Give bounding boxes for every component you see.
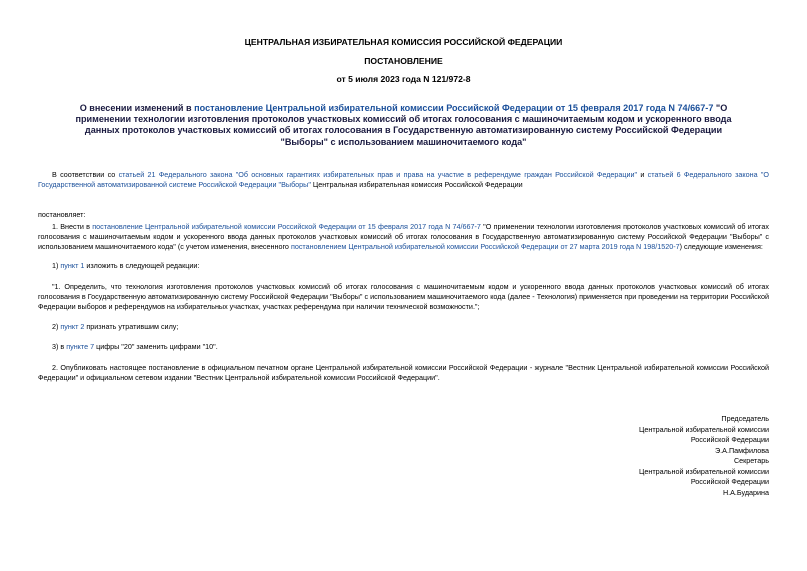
chair-name: Э.А.Памфилова [715, 445, 769, 455]
secretary-org-line-1: Центральной избирательной комиссии [639, 466, 769, 476]
subitem-3 [38, 342, 769, 352]
chair-org-line-1: Центральной избирательной комиссии [639, 424, 769, 434]
item-1-text-2: "О применении технологии изготовления протоколов участковых комиссий об итогах голосования с машиночитаемым кодом и ускоренного ввода данных протоколов участковых комиссий об итогах голосования в Государственную автоматизированную систему Российской Федерации "Выборы" с использованием машиночитаемого кода" (с учетом изменения, внесенного [38, 222, 769, 252]
title-link[interactable]: постановление Центральной избирательной комиссии Российской Федерации от 15 февраля 2017 года N 74/667-7 [194, 103, 714, 113]
item-1-link-resolution[interactable]: постановление Центральной избирательной комиссии Российской Федерации от 15 февраля 2017 года N 74/667-7 [92, 222, 481, 231]
chair-title: Председатель [721, 414, 769, 423]
preamble-link-article-6[interactable]: статьей 6 Федерального закона "О Государственной автоматизированной системе Российской Федерации "Выборы" [38, 170, 769, 190]
item-1 [38, 222, 769, 253]
subitem-3-link[interactable]: пункте 7 [66, 342, 95, 351]
secretary-title: Секретарь [733, 456, 769, 465]
subitem-1 [38, 261, 769, 271]
document-date-number: от 5 июля 2023 года N 121/972-8 [336, 74, 471, 84]
preamble-text-2: и [637, 170, 648, 179]
item-2: 2. Опубликовать настоящее постановление в официальном печатном органе Центральной избирательной комиссии Российской Федерации - журнале "Вестник Центральной избирательной комиссии Российской Федерации" и официальном сетевом издании "Вестник Центральной избирательной комиссии Российской Федерации". [38, 363, 769, 383]
subitem-1-text-1: 1) [52, 261, 61, 270]
preamble-text-3: Центральная избирательная комиссия Российской Федерации [310, 180, 523, 190]
preamble-link-article-21[interactable]: статьей 21 Федерального закона "Об основных гарантиях избирательных прав и права на участие в референдуме граждан Российской Федерации" [118, 170, 638, 179]
preamble-text-1: В соответствии со [52, 170, 119, 179]
secretary-org-line-2: Российской Федерации [690, 477, 769, 486]
subitem-2-text-1: 2) [52, 322, 61, 331]
document-title [60, 103, 747, 148]
subitem-2 [38, 322, 769, 332]
item-1-text-1: 1. Внести в [52, 222, 93, 231]
title-prefix: О внесении изменений в [79, 103, 195, 113]
signature-block [639, 414, 769, 498]
subitem-1-text-2: изложить в следующей редакции: [84, 261, 200, 270]
quoted-text: "1. Определить, что технология изготовления протоколов участковых комиссий об итогах голосования с машиночитаемым кодом и ускоренного ввода данных протоколов участковых комиссий об итогах голосования в Государственную автоматизированную систему Российской Федерации "Выборы" с использованием машиночитаемого кода (далее - Технология) применяется при проведении на территории Российской Федерации выборов и референдумов на избирательных участках, участках референдума при наличии технической возможности."; [38, 282, 769, 312]
issuing-authority: ЦЕНТРАЛЬНАЯ ИЗБИРАТЕЛЬНАЯ КОМИССИЯ РОССИЙСКОЙ ФЕДЕРАЦИИ [244, 37, 563, 47]
chair-org-line-2: Российской Федерации [690, 435, 769, 444]
item-1-text-3: ) следующие изменения: [679, 242, 763, 252]
subitem-2-text-2: признать утратившим силу; [84, 322, 179, 331]
item-1-link-amendment[interactable]: постановлением Центральной избирательной комиссии Российской Федерации от 27 марта 2019 года N 198/1520-7 [290, 242, 680, 252]
document-type: ПОСТАНОВЛЕНИЕ [364, 56, 443, 66]
resolves-label: постановляет: [38, 210, 86, 219]
subitem-3-text-1: 3) в [52, 342, 67, 351]
preamble [38, 170, 769, 190]
subitem-2-link[interactable]: пункт 2 [60, 322, 85, 331]
subitem-3-text-2: цифры "20" заменить цифрами "10". [94, 342, 218, 351]
title-suffix: "О применении технологии изготовления протоколов участковых комиссий об итогах голосования с машиночитаемым кодом и ускоренного ввода данных протоколов участковых комиссий об итогах голосования в Государственную автоматизированную систему Российской Федерации "Выборы" с использованием машиночитаемого кода" [75, 103, 732, 147]
subitem-1-link[interactable]: пункт 1 [60, 261, 85, 270]
secretary-name: Н.А.Бударина [722, 487, 769, 497]
